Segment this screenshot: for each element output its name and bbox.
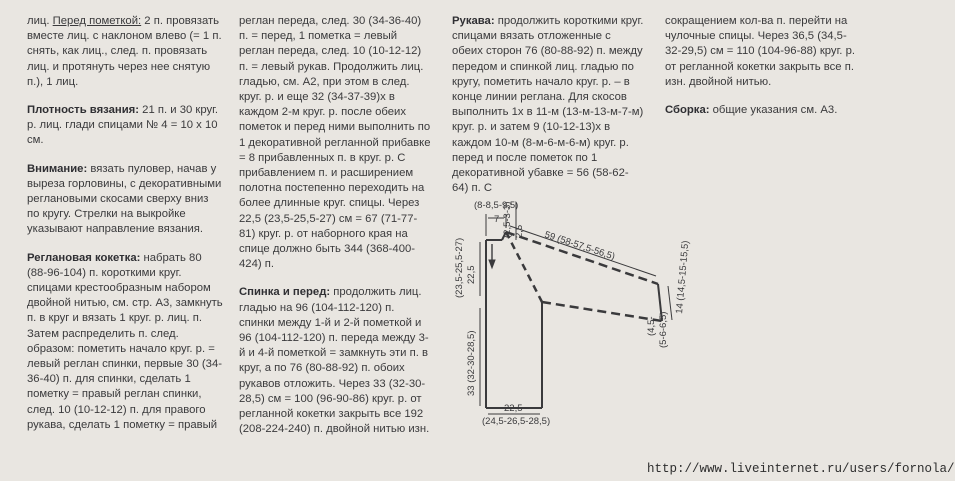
heading-yoke: Реглановая кокетка: xyxy=(27,251,141,264)
heading-density: Плотность вязания: xyxy=(27,104,140,117)
column-2 xyxy=(239,14,432,437)
paragraph-before-marker xyxy=(27,14,223,90)
paragraph-yoke xyxy=(27,251,223,433)
heading-sleeves: Рукава: xyxy=(452,15,495,27)
paragraph-back-front xyxy=(239,285,432,437)
column-3 xyxy=(452,14,644,196)
sleeve-length: 59 (58-57,5-56,5) xyxy=(543,229,617,263)
heading-attention: Внимание: xyxy=(27,162,88,175)
paragraph-sleeves xyxy=(452,14,644,196)
paragraph-sleeves-continued: сокращением кол-ва п. перейти на чулочные спицы. Через 36,5 (34,5-32-29,5) см = 110 (104-96-88) круг. р. от регланной кокетки закрыть все п. изн. двойной нитью. xyxy=(665,15,856,88)
text: продолжить короткими круг. спицами вязать отложенные с обеих сторон 76 (80-88-92) п. между передом и спинкой лиц. гладью по кругу, пометить начало круг. р. – в конце линии реглана. Для скосов выполнить 1х в 11-м (13-м-13-м-7-м) круг. р. и затем 9 (10-12-13)х в каждом 10-м (8-м-6-м-6-м) круг. р. перед и после пометок по 1 декоративной убавке = 56 (58-62-64) п. С xyxy=(452,15,644,195)
column-4 xyxy=(665,14,861,118)
raglan-depth-range: (2,5-3-3) xyxy=(502,201,513,238)
heading-back-front: Спинка и перед: xyxy=(239,286,331,299)
bottom-width-range: (24,5-26,5-28,5) xyxy=(482,416,551,427)
paragraph-yoke-continued: реглан переда, след. 30 (34-36-40) п. = перед, 1 пометка = левый реглан переда, след. 10 (10-12-12) п. = левый рукав. Продолжить лиц. гладью, см. А2, при этом в след. круг. р. и еще 32 (34-37-39)х в каждом 2-м круг. р. после обеих пометок и перед ними выполнить по 1 декоративной регланной прибавке = 8 прибавленных п. в круг. р. С прибавлением п. и расширением полотна постепенно переходить на более длинные круг. спицы. Через 22,5 (23,5-25,5-27) см = 67 (71-77-81) круг. р. от наборного края на спице должно быть 344 (368-400-424) п. xyxy=(239,15,431,271)
neck-width-value: 7 xyxy=(494,214,500,225)
text: 2 п. провязать вместе лиц. с наклоном влево (= 1 п. снять, как лиц., след. п. провязать лиц. и протянуть через нее снятую п.), 1 лиц. xyxy=(27,15,222,88)
text: набрать 80 (88-96-104) п. короткими круг. спицами крестообразным набором двойной нитью, см. стр. А3, замкнуть п. в круг и вязать 1 круг. р. лиц. п. Затем распределить п. след. образом: пометить начало круг. р. = левый реглан спинки, первые 30 (34-36-40) п. для спинки, сделать 1 пометку = правый реглан спинки, след. 10 (10-12-12) п. для правого рукава, сделать 1 пометку = правый xyxy=(27,251,223,431)
text: 21 п. и 30 круг. р. лиц. глади спицами № 4 = 10 х 10 см. xyxy=(27,104,219,147)
source-url-watermark: http://www.liveinternet.ru/users/fornola/ xyxy=(647,462,955,476)
underlined-term: Перед пометкой: xyxy=(52,15,142,27)
bottom-width-value: 22,5 xyxy=(504,403,523,414)
paragraph-density xyxy=(27,103,223,149)
yoke-height-value: 22,5 xyxy=(466,265,477,284)
cuff-width: 14 (14,5-15-15,5) xyxy=(674,240,692,315)
paragraph-attention xyxy=(27,162,223,238)
column-1 xyxy=(27,14,223,433)
paragraph-assembly xyxy=(665,103,861,118)
raglan-depth-value: 2,5 xyxy=(514,224,525,238)
heading-assembly: Сборка: xyxy=(665,104,710,117)
body-length: 33 (32-30-28,5) xyxy=(466,330,477,396)
text: вязать пуловер, начав у выреза горловины, с декоративными реглановыми скосами сверху вниз по кругу. Стрелки на выкройке указывают направление вязания. xyxy=(27,162,222,236)
pattern-schematic xyxy=(444,196,692,436)
cuff-range: (5-6-6,5) xyxy=(658,311,669,348)
text: продолжить лиц. гладью на 96 (104-112-120) п. спинки между 1-й и 2-й пометкой и 96 (104-112-120) п. переда между 3-й и 4-й пометкой = замкнуть эти п. в круг, а по 76 (80-88-92) п. обоих рукавов отложить. Через 33 (32-30-28,5) см = 100 (96-90-86) круг. р. от регланной кокетки закрыть все 192 (208-224-240) п. двойной нитью изн. xyxy=(239,286,430,436)
cuff-value: (4,5- xyxy=(646,316,657,336)
text: лиц. xyxy=(27,15,53,27)
neck-width-range: (8-8,5-9,5) xyxy=(474,200,519,211)
yoke-height-range: (23,5-25,5-27) xyxy=(454,237,465,298)
text: общие указания см. А3. xyxy=(709,104,838,117)
